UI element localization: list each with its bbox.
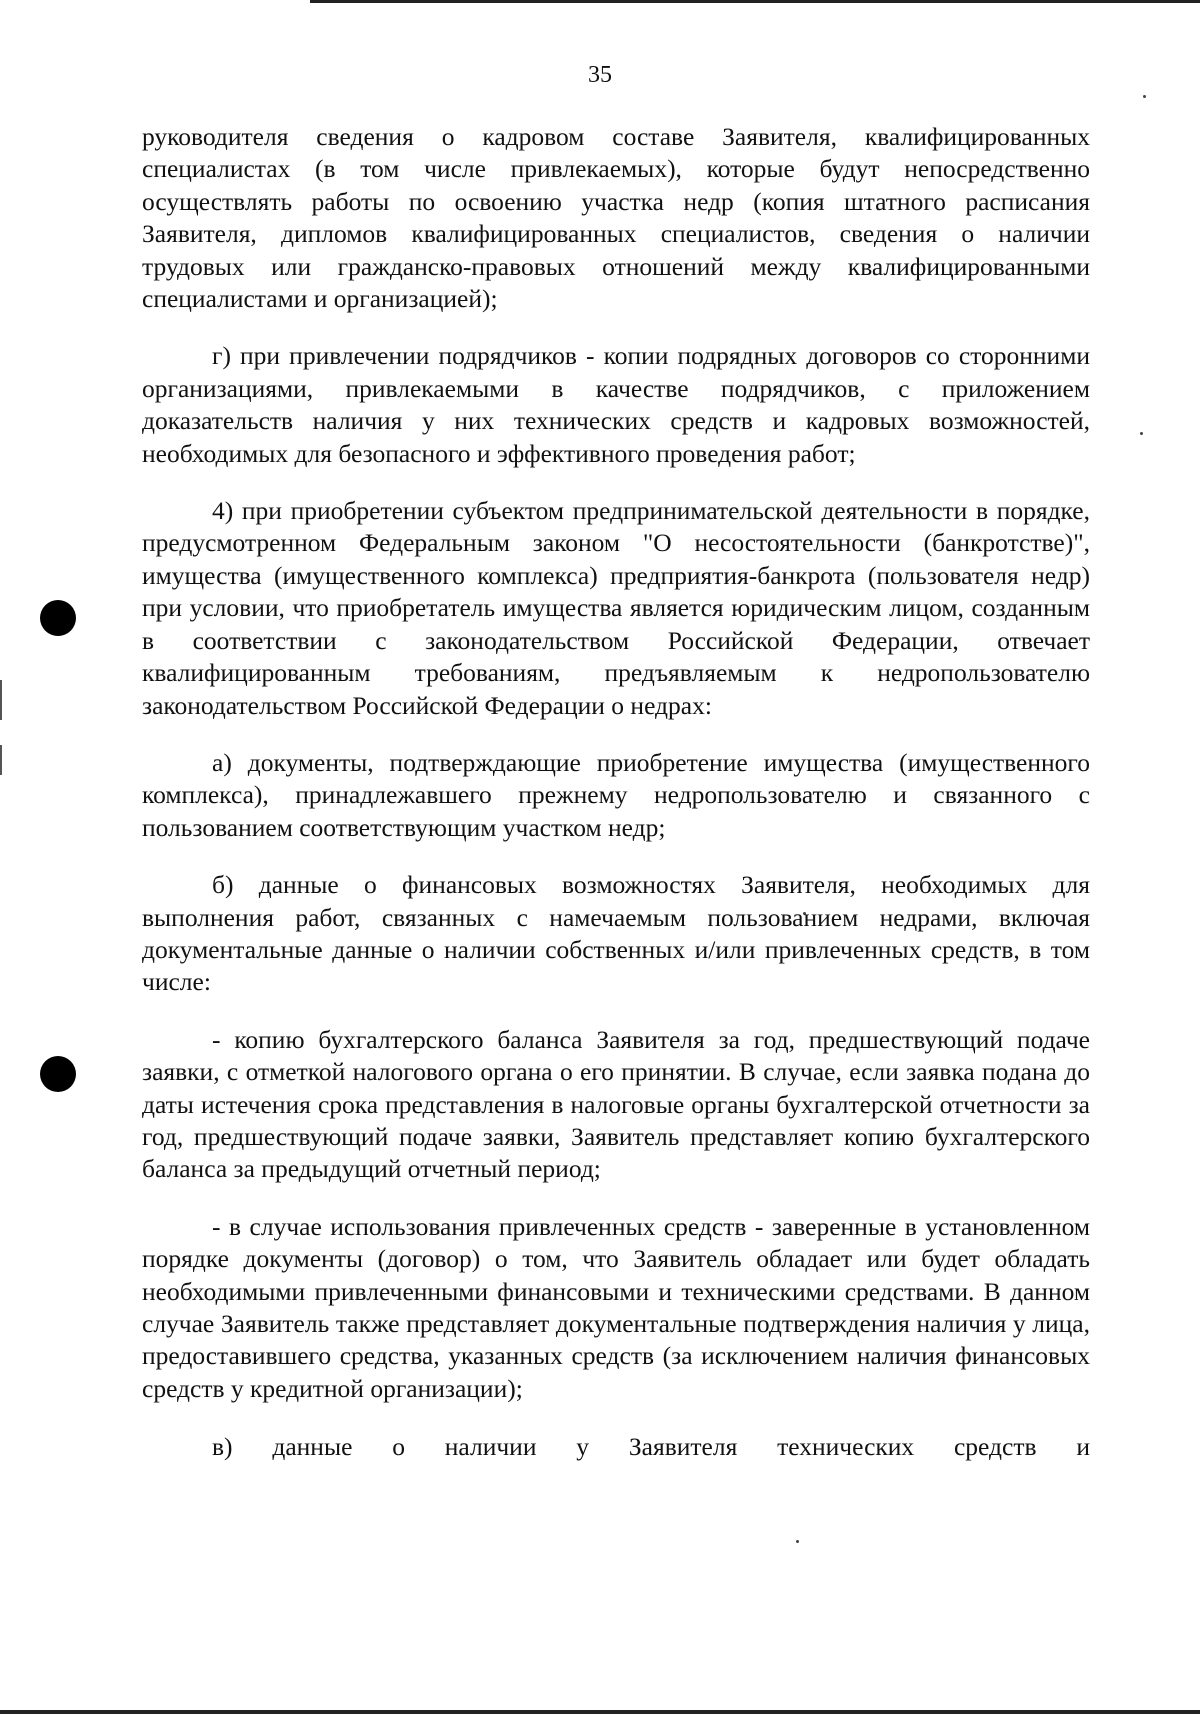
paragraph-item-a-documents: а) документы, подтверждающие приобретение имущества (имущественного комплекса), принадлежавшего прежнему недропользователю и связанного с пользованием соответствующим участком недр; [142, 747, 1090, 842]
scan-speck [1143, 95, 1146, 98]
paragraph-item-4-bankruptcy-acquisition: 4) при приобретении субъектом предпринимательской деятельности в порядке, предусмотренном Федеральным законом "О несостоятельности (банкротстве)", имущества (имущественного комплекса) предприятия-банкрота (пользователя недр) при условии, что приобретатель имущества является юридическим лицом, созданным в соответствии с законодательством Российской Федерации, отвечает квалифицированным требованиям, предъявляемым к недропользователю законодательством Российской Федерации о недрах: [142, 496, 1090, 720]
paragraph-dash-attracted-funds: - в случае использования привлеченных средств - заверенные в установленном порядке документы (договор) о том, что Заявитель обладает или будет обладать необходимыми привлеченными финансовыми и техническими средствами. В данном случае Заявитель также представляет документальные подтверждения наличия у лица, предоставившего средства, указанных средств (за исключением наличия финансовых средств у кредитной организации); [142, 1211, 1090, 1403]
paragraph-personnel-continuation: руководителя сведения о кадровом составе Заявителя, квалифицированных специалистах (в том числе привлекаемых), которые будут непосредственно осуществлять работы по освоению участка недр (копия штатного расписания Заявителя, дипломов квалифицированных специалистов, сведения о наличии трудовых или гражданско-правовых отношений между квалифицированными специалистами и организацией); [142, 122, 1090, 314]
punch-hole [40, 1056, 76, 1092]
paragraph-item-b-financial-data: б) данные о финансовых возможностях Заявителя, необходимых для выполнения работ, связанных с намечаемым пользованием недрами, включая документальные данные о наличии собственных и/или привлеченных средств, в том числе: [142, 870, 1090, 997]
scan-speck [1140, 432, 1143, 435]
scan-speck [796, 1540, 799, 1543]
page-number: 35 [588, 62, 612, 88]
document-body [142, 121, 1090, 1489]
scan-left-edge-mark [0, 745, 2, 775]
paragraph-item-v-technical-means: в) данные о наличии у Заявителя технических средств и [212, 1432, 1090, 1462]
paragraph-dash-balance-copy: - копию бухгалтерского баланса Заявителя за год, предшествующий подаче заявки, с отметкой налогового органа о его принятии. В случае, если заявка подана до даты истечения срока представления в налоговые органы бухгалтерской отчетности за год, предшествующий подаче заявки, Заявитель представляет копию бухгалтерского баланса за предыдущий отчетный период; [142, 1024, 1090, 1184]
scan-top-border [310, 0, 1200, 3]
scan-bottom-border [0, 1710, 1200, 1714]
punch-hole [40, 600, 76, 636]
paragraph-item-g-contractors: г) при привлечении подрядчиков - копии подрядных договоров со сторонними организациями, привлекаемыми в качестве подрядчиков, с приложением доказательств наличия у них технических средств и кадровых возможностей, необходимых для безопасного и эффективного проведения работ; [142, 341, 1090, 468]
scan-left-edge-mark [0, 680, 2, 720]
